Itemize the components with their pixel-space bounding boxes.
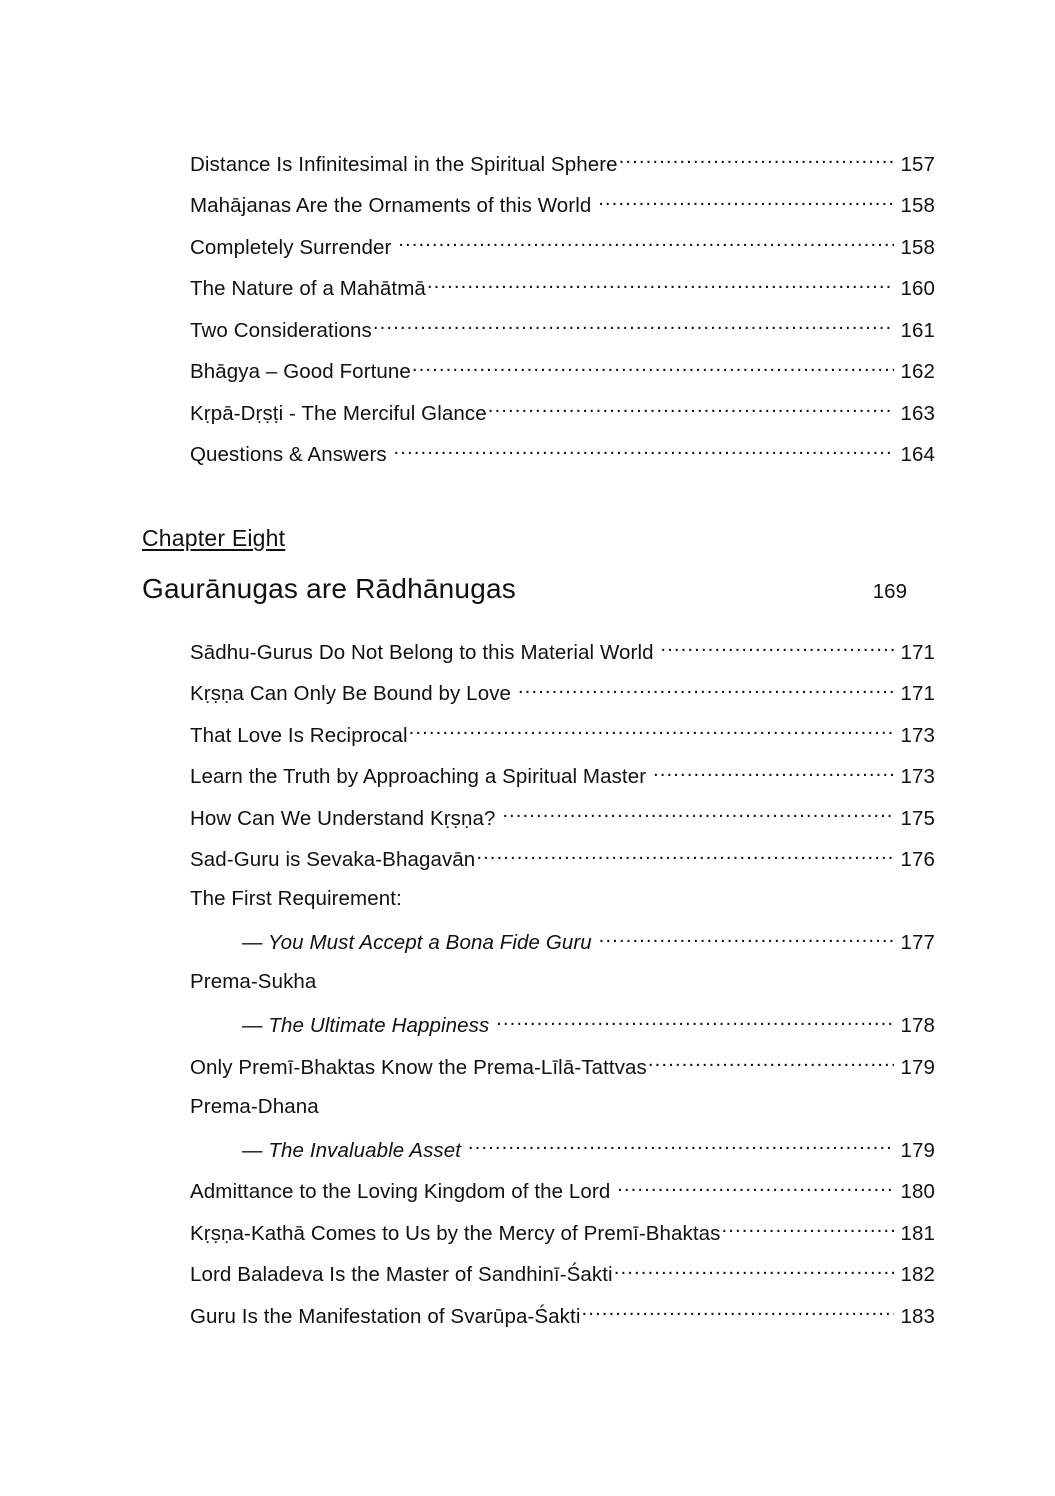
toc-entry-title: That Love Is Reciprocal bbox=[190, 723, 408, 747]
toc-dot-leader bbox=[653, 763, 894, 784]
toc-entry-page-number: 158 bbox=[900, 194, 935, 217]
toc-entry-title: Bhāgya – Good Fortune bbox=[190, 360, 411, 383]
toc-entry[interactable] bbox=[190, 721, 935, 763]
toc-entry-page-number: 163 bbox=[900, 401, 935, 425]
toc-entry-page-number: 177 bbox=[900, 931, 935, 954]
toc-entry-page-number: 178 bbox=[900, 1014, 935, 1037]
toc-dot-leader bbox=[722, 1219, 894, 1240]
toc-dot-leader bbox=[409, 721, 894, 742]
toc-entry[interactable] bbox=[190, 1178, 935, 1220]
toc-entry-title: Two Considerations bbox=[190, 318, 372, 342]
toc-dot-leader bbox=[496, 1012, 894, 1033]
toc-entry[interactable] bbox=[190, 233, 935, 275]
toc-entry[interactable] bbox=[190, 316, 935, 358]
toc-entry-page-number: 161 bbox=[900, 318, 935, 342]
toc-entry-title: Sad-Guru is Sevaka-Bhagavān bbox=[190, 848, 476, 871]
toc-entry[interactable] bbox=[190, 846, 935, 888]
toc-dot-leader bbox=[468, 1136, 894, 1157]
toc-entry[interactable] bbox=[190, 804, 935, 846]
toc-dot-leader bbox=[581, 1302, 894, 1323]
toc-entry-page-number: 183 bbox=[900, 1304, 935, 1328]
toc-entry-page-number: 181 bbox=[900, 1221, 935, 1245]
toc-dot-leader bbox=[394, 441, 894, 462]
toc-entry[interactable] bbox=[190, 441, 935, 483]
toc-entry-page-number: 157 bbox=[900, 152, 935, 176]
toc-entry-page-number: 171 bbox=[900, 682, 935, 705]
toc-entry[interactable] bbox=[190, 929, 935, 971]
toc-entry[interactable] bbox=[190, 399, 935, 441]
toc-entry[interactable] bbox=[190, 1012, 935, 1054]
toc-entry[interactable] bbox=[190, 1302, 935, 1344]
toc-dot-leader bbox=[373, 316, 894, 337]
toc-dot-leader bbox=[476, 846, 894, 867]
toc-entry-page-number: 182 bbox=[900, 1263, 935, 1286]
chapter-heading-block bbox=[142, 527, 935, 605]
toc-entry-title: Kṛṣṇa Can Only Be Bound by Love bbox=[190, 682, 512, 705]
toc-entry[interactable] bbox=[190, 638, 935, 680]
toc-entry[interactable] bbox=[190, 1095, 935, 1137]
toc-entry-title: How Can We Understand Kṛṣṇa? bbox=[190, 806, 496, 830]
toc-entry[interactable] bbox=[190, 680, 935, 722]
toc-dot-leader bbox=[648, 1053, 894, 1074]
toc-entry-title: — The Ultimate Happiness bbox=[242, 1014, 490, 1037]
toc-entry-page-number: 164 bbox=[900, 443, 935, 466]
toc-entry-title: Admittance to the Loving Kingdom of the Lord bbox=[190, 1180, 611, 1203]
toc-dot-leader bbox=[598, 192, 894, 213]
toc-entry-page-number: 176 bbox=[900, 848, 935, 871]
toc-dot-leader bbox=[488, 399, 894, 420]
toc-entry-page-number: 180 bbox=[900, 1180, 935, 1203]
toc-entry-title: — The Invaluable Asset bbox=[242, 1138, 462, 1162]
toc-entry-title: — You Must Accept a Bona Fide Guru bbox=[242, 931, 592, 954]
toc-entry-title: Prema-Dhana bbox=[190, 1094, 319, 1118]
toc-entry-title: Kṛṣṇa-Kathā Comes to Us by the Mercy of Premī-Bhaktas bbox=[190, 1221, 721, 1245]
toc-dot-leader bbox=[398, 233, 894, 254]
toc-entry-list-top bbox=[190, 150, 935, 482]
toc-entry[interactable] bbox=[190, 1261, 935, 1303]
toc-dot-leader bbox=[619, 150, 894, 171]
toc-entry[interactable] bbox=[190, 763, 935, 805]
toc-entry[interactable] bbox=[190, 887, 935, 929]
toc-dot-leader bbox=[617, 1178, 894, 1199]
toc-dot-leader bbox=[660, 638, 894, 659]
toc-entry-page-number: 171 bbox=[900, 640, 935, 664]
toc-entry-list-chapter-eight bbox=[190, 638, 935, 1344]
toc-entry-page-number: 173 bbox=[900, 765, 935, 788]
chapter-title-row bbox=[142, 573, 935, 605]
toc-entry[interactable] bbox=[190, 970, 935, 1012]
toc-entry[interactable] bbox=[190, 1219, 935, 1261]
toc-dot-leader bbox=[427, 275, 894, 296]
chapter-title: Gaurānugas are Rādhānugas bbox=[142, 573, 516, 604]
toc-entry-page-number: 179 bbox=[900, 1138, 935, 1162]
toc-entry-page-number: 179 bbox=[900, 1055, 935, 1079]
toc-dot-leader bbox=[502, 804, 894, 825]
toc-entry[interactable] bbox=[190, 192, 935, 234]
toc-entry[interactable] bbox=[190, 1053, 935, 1095]
toc-entry[interactable] bbox=[190, 358, 935, 400]
toc-dot-leader bbox=[614, 1261, 894, 1282]
toc-entry-title: Only Premī-Bhaktas Know the Prema-Līlā-Tattvas bbox=[190, 1055, 647, 1079]
chapter-label: Chapter Eight bbox=[142, 525, 286, 551]
toc-entry-title: Questions & Answers bbox=[190, 443, 387, 466]
toc-entry[interactable] bbox=[190, 1136, 935, 1178]
toc-entry-title: Distance Is Infinitesimal in the Spiritual Sphere bbox=[190, 152, 618, 176]
toc-dot-leader bbox=[518, 680, 894, 701]
toc-dot-leader bbox=[412, 358, 894, 379]
toc-entry-title: Prema-Sukha bbox=[190, 970, 317, 993]
toc-entry-title: Learn the Truth by Approaching a Spiritual Master bbox=[190, 765, 647, 788]
toc-dot-leader bbox=[599, 929, 894, 950]
toc-entry-page-number: 175 bbox=[900, 806, 935, 830]
toc-entry-page-number: 173 bbox=[900, 723, 935, 747]
toc-entry-title: The Nature of a Mahātmā bbox=[190, 277, 426, 300]
toc-entry-title: Guru Is the Manifestation of Svarūpa-Śakti bbox=[190, 1304, 581, 1328]
chapter-page-number: 169 bbox=[872, 580, 907, 603]
toc-entry-page-number: 160 bbox=[900, 277, 935, 300]
toc-entry-title: The First Requirement: bbox=[190, 887, 402, 910]
toc-entry-page-number: 162 bbox=[900, 360, 935, 383]
toc-entry-title: Kṛpā-Dṛṣṭi - The Merciful Glance bbox=[190, 401, 487, 425]
toc-entry[interactable] bbox=[190, 150, 935, 192]
toc-entry-title: Sādhu-Gurus Do Not Belong to this Material World bbox=[190, 640, 654, 664]
toc-entry-title: Lord Baladeva Is the Master of Sandhinī-Śakti bbox=[190, 1263, 613, 1286]
toc-entry-title: Completely Surrender bbox=[190, 235, 392, 259]
toc-entry[interactable] bbox=[190, 275, 935, 317]
toc-entry-title: Mahājanas Are the Ornaments of this World bbox=[190, 194, 592, 217]
toc-entry-page-number: 158 bbox=[900, 235, 935, 259]
